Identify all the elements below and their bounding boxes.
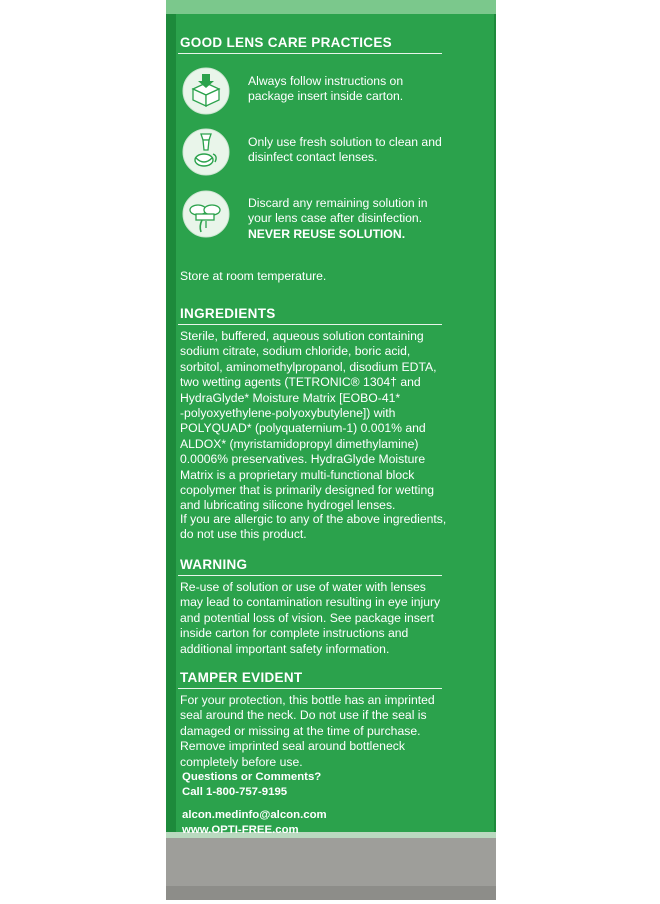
- practice-text-1: Always follow instructions on package insert inside carton.: [248, 74, 404, 104]
- warning-heading: WARNING: [180, 557, 248, 572]
- package-insert-icon: [182, 67, 230, 115]
- tamper-heading: TAMPER EVIDENT: [180, 670, 303, 685]
- questions-label: Questions or Comments?: [182, 771, 322, 783]
- ingredients-heading: INGREDIENTS: [180, 306, 276, 321]
- fresh-solution-icon: [182, 128, 230, 176]
- section-divider: [178, 575, 442, 576]
- lens-case-icon: [182, 190, 230, 238]
- section-divider: [178, 688, 442, 689]
- warning-text: Re-use of solution or use of water with lenses may lead to contamination resulting in eye injury and potential loss of vision. See package insert inside carton for complete instructions and additional important safety information.: [180, 580, 441, 656]
- email-address: alcon.medinfo@alcon.com: [182, 809, 327, 821]
- storage-note: Store at room temperature.: [180, 269, 327, 283]
- practice-text-3: Discard any remaining solution in your lens case after disinfection. NEVER REUSE SOLUTION.: [248, 196, 448, 242]
- practices-heading: GOOD LENS CARE PRACTICES: [180, 35, 392, 50]
- never-reuse-warning: NEVER REUSE SOLUTION.: [248, 226, 406, 241]
- carton-top-flap: [166, 0, 496, 14]
- section-divider: [178, 53, 442, 54]
- allergy-note: If you are allergic to any of the above ingredients, do not use this product.: [180, 512, 447, 542]
- phone-number: Call 1-800-757-9195: [182, 786, 288, 798]
- practice-text-2: Only use fresh solution to clean and disinfect contact lenses.: [248, 135, 442, 165]
- section-divider: [178, 324, 442, 325]
- carton-bottom-edge: [166, 886, 496, 900]
- contact-block: [182, 770, 327, 838]
- ingredients-text: Sterile, buffered, aqueous solution containing sodium citrate, sodium chloride, boric acid, sorbitol, aminomethylpropanol, disodium EDTA, two wetting agents (TETRONIC® 1304† and HydraGlyde* Moisture Matrix [EOBO-41* -polyoxyethylene-polyoxybutylene]) with POLYQUAD* (polyquaternium-1) 0.001% and ALDOX* (myristamidopropyl dimethylamine) 0.0006% preservatives. HydraGlyde Moisture Matrix is a proprietary multi-functional block copolymer that is primarily designed for wetting and lubricating silicone hydrogel lenses.: [180, 329, 437, 513]
- website-url: www.OPTI-FREE.com: [182, 824, 299, 836]
- tamper-text: For your protection, this bottle has an imprinted seal around the neck. Do not use if the seal is damaged or missing at the time of purchase. Remove imprinted seal around bottleneck completely before use.: [180, 693, 435, 769]
